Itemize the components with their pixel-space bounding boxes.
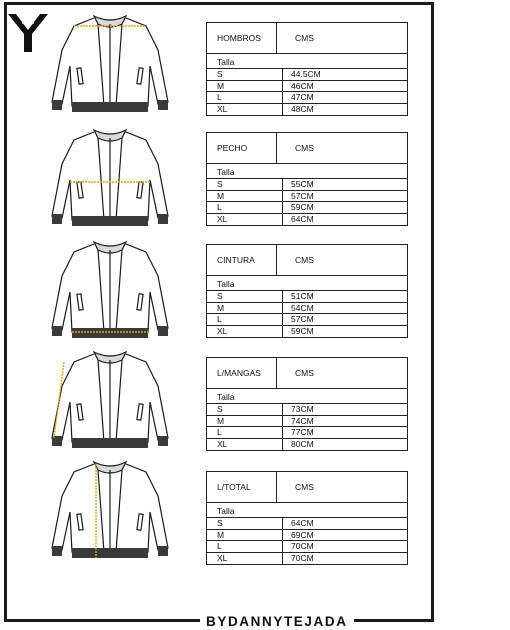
measure-name: PECHO [207, 133, 277, 163]
value-cell: 55CM [291, 179, 314, 189]
size-table-chest [206, 132, 408, 226]
value-cell: 48CM [291, 104, 314, 114]
size-table-waist [206, 244, 408, 338]
size-cell: L [207, 202, 283, 213]
table-row [207, 541, 407, 553]
value-cell: 54CM [291, 302, 314, 313]
size-label: Talla [207, 389, 407, 404]
table-row [207, 179, 407, 191]
size-cell: M [207, 191, 283, 202]
table-row [207, 214, 407, 226]
size-cell: M [207, 303, 283, 314]
size-table-shoulders [206, 22, 408, 116]
size-table-sleeve-length [206, 357, 408, 451]
measure-name: HOMBROS [207, 23, 277, 53]
value-cell: 69CM [291, 529, 314, 540]
table-row [207, 81, 407, 93]
table-row [207, 404, 407, 416]
size-cell: S [207, 404, 283, 415]
unit-header: CMS [295, 32, 314, 43]
size-cell: M [207, 81, 283, 92]
size-cell: XL [207, 104, 283, 116]
size-cell: XL [207, 553, 283, 565]
size-cell: L [207, 92, 283, 103]
size-cell: L [207, 427, 283, 438]
unit-header: CMS [295, 142, 314, 153]
measure-name: CINTURA [207, 245, 277, 275]
size-cell: XL [207, 326, 283, 338]
table-row [207, 314, 407, 326]
value-cell: 44.5CM [291, 69, 321, 79]
size-cell: L [207, 314, 283, 325]
value-cell: 57CM [291, 314, 314, 324]
value-cell: 59CM [291, 326, 314, 336]
size-table-total-length [206, 471, 408, 565]
table-row [207, 427, 407, 439]
jacket-diagram-sleeve-length [42, 346, 178, 456]
table-row [207, 518, 407, 530]
brand-footer: BYDANNYTEJADA [200, 614, 354, 629]
jacket-diagram-shoulders [42, 10, 178, 120]
table-row [207, 416, 407, 428]
value-cell: 70CM [291, 541, 314, 551]
table-header [207, 23, 407, 54]
unit-header: CMS [295, 254, 314, 265]
unit-header: CMS [295, 481, 314, 492]
value-cell: 46CM [291, 80, 314, 91]
size-cell: S [207, 69, 283, 80]
table-row [207, 191, 407, 203]
table-header [207, 245, 407, 276]
table-row [207, 439, 407, 451]
table-row [207, 553, 407, 565]
table-row [207, 291, 407, 303]
measure-name: L/TOTAL [207, 472, 277, 502]
value-cell: 59CM [291, 202, 314, 212]
table-header [207, 133, 407, 164]
table-row [207, 530, 407, 542]
value-cell: 73CM [291, 404, 314, 414]
size-cell: S [207, 179, 283, 190]
size-cell: M [207, 530, 283, 541]
unit-header: CMS [295, 367, 314, 378]
value-cell: 64CM [291, 214, 314, 224]
value-cell: 64CM [291, 518, 314, 528]
table-row [207, 69, 407, 81]
size-label: Talla [207, 276, 407, 291]
jacket-diagram-waist [42, 236, 178, 346]
table-header [207, 472, 407, 503]
value-cell: 80CM [291, 439, 314, 449]
table-row [207, 303, 407, 315]
size-cell: XL [207, 214, 283, 226]
value-cell: 47CM [291, 92, 314, 102]
size-cell: S [207, 291, 283, 302]
table-row [207, 104, 407, 116]
value-cell: 51CM [291, 291, 314, 301]
value-cell: 57CM [291, 190, 314, 201]
jacket-diagram-chest [42, 124, 178, 234]
size-label: Talla [207, 503, 407, 518]
table-row [207, 326, 407, 338]
table-header [207, 358, 407, 389]
table-row [207, 202, 407, 214]
table-row [207, 92, 407, 104]
size-cell: L [207, 541, 283, 552]
size-cell: S [207, 518, 283, 529]
size-cell: XL [207, 439, 283, 451]
size-cell: M [207, 416, 283, 427]
size-label: Talla [207, 164, 407, 179]
value-cell: 70CM [291, 553, 314, 563]
size-label: Talla [207, 54, 407, 69]
value-cell: 77CM [291, 427, 314, 437]
value-cell: 74CM [291, 415, 314, 426]
measure-name: L/MANGAS [207, 358, 277, 388]
jacket-diagram-total-length [42, 456, 178, 566]
